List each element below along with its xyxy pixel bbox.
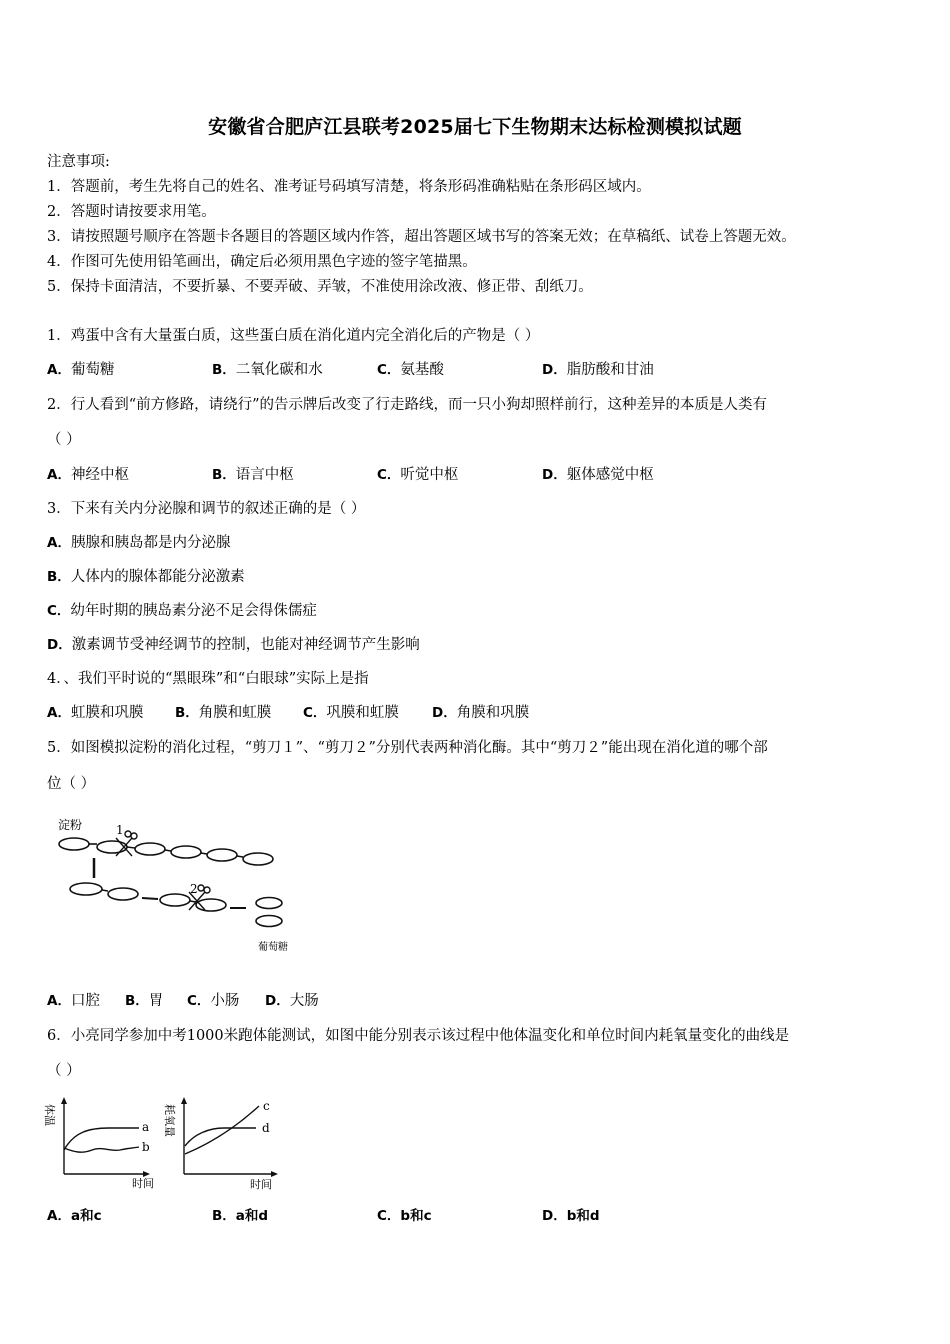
option-c[interactable]: C．幼年时期的胰岛素分泌不足会得侏儒症 bbox=[47, 603, 317, 619]
left-ylabel: 体温 bbox=[44, 1104, 56, 1126]
option-c[interactable]: C．b和c bbox=[377, 1208, 432, 1224]
option-c[interactable]: C．氨基酸 bbox=[377, 362, 444, 378]
curve-b-label: b bbox=[142, 1140, 150, 1154]
notice-heading: 注意事项: bbox=[47, 154, 110, 170]
starch-chain bbox=[59, 838, 273, 865]
maltose-chain bbox=[70, 883, 282, 927]
question-2-stem-cont: （ ） bbox=[47, 432, 81, 448]
option-b[interactable]: B．语言中枢 bbox=[212, 467, 294, 483]
curve-a-label: a bbox=[142, 1120, 150, 1134]
option-a[interactable]: A．a和c bbox=[47, 1208, 102, 1224]
option-a[interactable]: A．胰腺和胰岛都是内分泌腺 bbox=[47, 535, 231, 551]
option-b[interactable]: B．二氧化碳和水 bbox=[212, 362, 323, 378]
curve-graphs bbox=[44, 1094, 294, 1194]
option-c[interactable]: C．小肠 bbox=[187, 993, 240, 1009]
question-4-stem: 4．、我们平时说的“黑眼珠”和“白眼球”实际上是指 bbox=[47, 671, 369, 687]
right-xlabel: 时间 bbox=[250, 1178, 272, 1191]
notice-item: 1．答题前，考生先将自己的姓名、准考证号码填写清楚，将条形码准确粘贴在条形码区域内。 bbox=[47, 179, 651, 195]
question-1-stem: 1．鸡蛋中含有大量蛋白质，这些蛋白质在消化道内完全消化后的产物是（ ） bbox=[47, 328, 540, 344]
page-title: 安徽省合肥庐江县联考2025届七下生物期末达标检测模拟试题 bbox=[208, 116, 742, 138]
option-b[interactable]: B．胃 bbox=[125, 993, 164, 1009]
curve-c-label: c bbox=[263, 1099, 270, 1113]
option-b[interactable]: B．角膜和虹膜 bbox=[175, 705, 272, 721]
right-ylabel: 耗氧量 bbox=[163, 1104, 176, 1137]
option-d[interactable]: D．躯体感觉中枢 bbox=[542, 467, 654, 483]
curve-a bbox=[64, 1128, 139, 1150]
option-d[interactable]: D．大肠 bbox=[265, 993, 319, 1009]
notice-item: 2．答题时请按要求用笔。 bbox=[47, 204, 216, 220]
option-b[interactable]: B．人体内的腺体都能分泌激素 bbox=[47, 569, 245, 585]
curve-d-label: d bbox=[262, 1121, 270, 1135]
option-c[interactable]: C．听觉中枢 bbox=[377, 467, 459, 483]
starch-digestion-diagram bbox=[50, 812, 310, 962]
temperature-oxygen-figure bbox=[44, 1094, 294, 1194]
notice-item: 3．请按照题号顺序在答题卡各题目的答题区域内作答，超出答题区域书写的答案无效；在草稿纸、试卷上答题无效。 bbox=[47, 229, 796, 245]
option-a[interactable]: A．口腔 bbox=[47, 993, 100, 1009]
curve-d bbox=[185, 1128, 256, 1146]
question-6-stem-cont: （ ） bbox=[47, 1063, 81, 1079]
question-2-stem: 2．行人看到“前方修路，请绕行”的告示牌后改变了行走路线，而一只小狗却照样前行，这种差异的本质是人类有 bbox=[47, 397, 768, 413]
option-d[interactable]: D．b和d bbox=[542, 1208, 600, 1224]
option-c[interactable]: C．巩膜和虹膜 bbox=[303, 705, 399, 721]
scissor-2-label: 2 bbox=[190, 882, 198, 896]
option-b[interactable]: B．a和d bbox=[212, 1208, 269, 1224]
option-d[interactable]: D．角膜和巩膜 bbox=[432, 705, 530, 721]
option-d[interactable]: D．激素调节受神经调节的控制，也能对神经调节产生影响 bbox=[47, 637, 420, 653]
option-a[interactable]: A．虹膜和巩膜 bbox=[47, 705, 144, 721]
notice-item: 4．作图可先使用铅笔画出，确定后必须用黑色字迹的签字笔描黑。 bbox=[47, 254, 477, 270]
body-temperature-graph bbox=[44, 1097, 154, 1190]
question-3-stem: 3．下来有关内分泌腺和调节的叙述正确的是（ ） bbox=[47, 501, 366, 517]
option-d[interactable]: D．脂肪酸和甘油 bbox=[542, 362, 654, 378]
option-a[interactable]: A．葡萄糖 bbox=[47, 362, 115, 378]
option-a[interactable]: A．神经中枢 bbox=[47, 467, 129, 483]
left-xlabel: 时间 bbox=[132, 1177, 154, 1190]
question-5-stem: 5．如图模拟淀粉的消化过程，“剪刀１”、“剪刀２”分别代表两种消化酶。其中“剪刀２”能出现在消化道的哪个部 bbox=[47, 740, 768, 756]
curve-b bbox=[64, 1147, 139, 1152]
curve-c bbox=[185, 1106, 259, 1154]
starch-digestion-figure bbox=[50, 812, 310, 962]
oxygen-consumption-graph bbox=[163, 1097, 278, 1191]
question-5-stem-cont: 位（ ） bbox=[47, 776, 96, 792]
question-6-stem: 6．小亮同学参加中考1000米跑体能测试，如图中能分别表示该过程中他体温变化和单位时间内耗氧量变化的曲线是 bbox=[47, 1028, 790, 1044]
scissor-1-label: 1 bbox=[116, 823, 124, 837]
notice-item: 5．保持卡面清洁，不要折暴、不要弄破、弄皱，不准使用涂改液、修正带、刮纸刀。 bbox=[47, 279, 593, 295]
starch-label: 淀粉 bbox=[58, 818, 83, 832]
product-label: 葡萄糖 bbox=[258, 942, 288, 953]
